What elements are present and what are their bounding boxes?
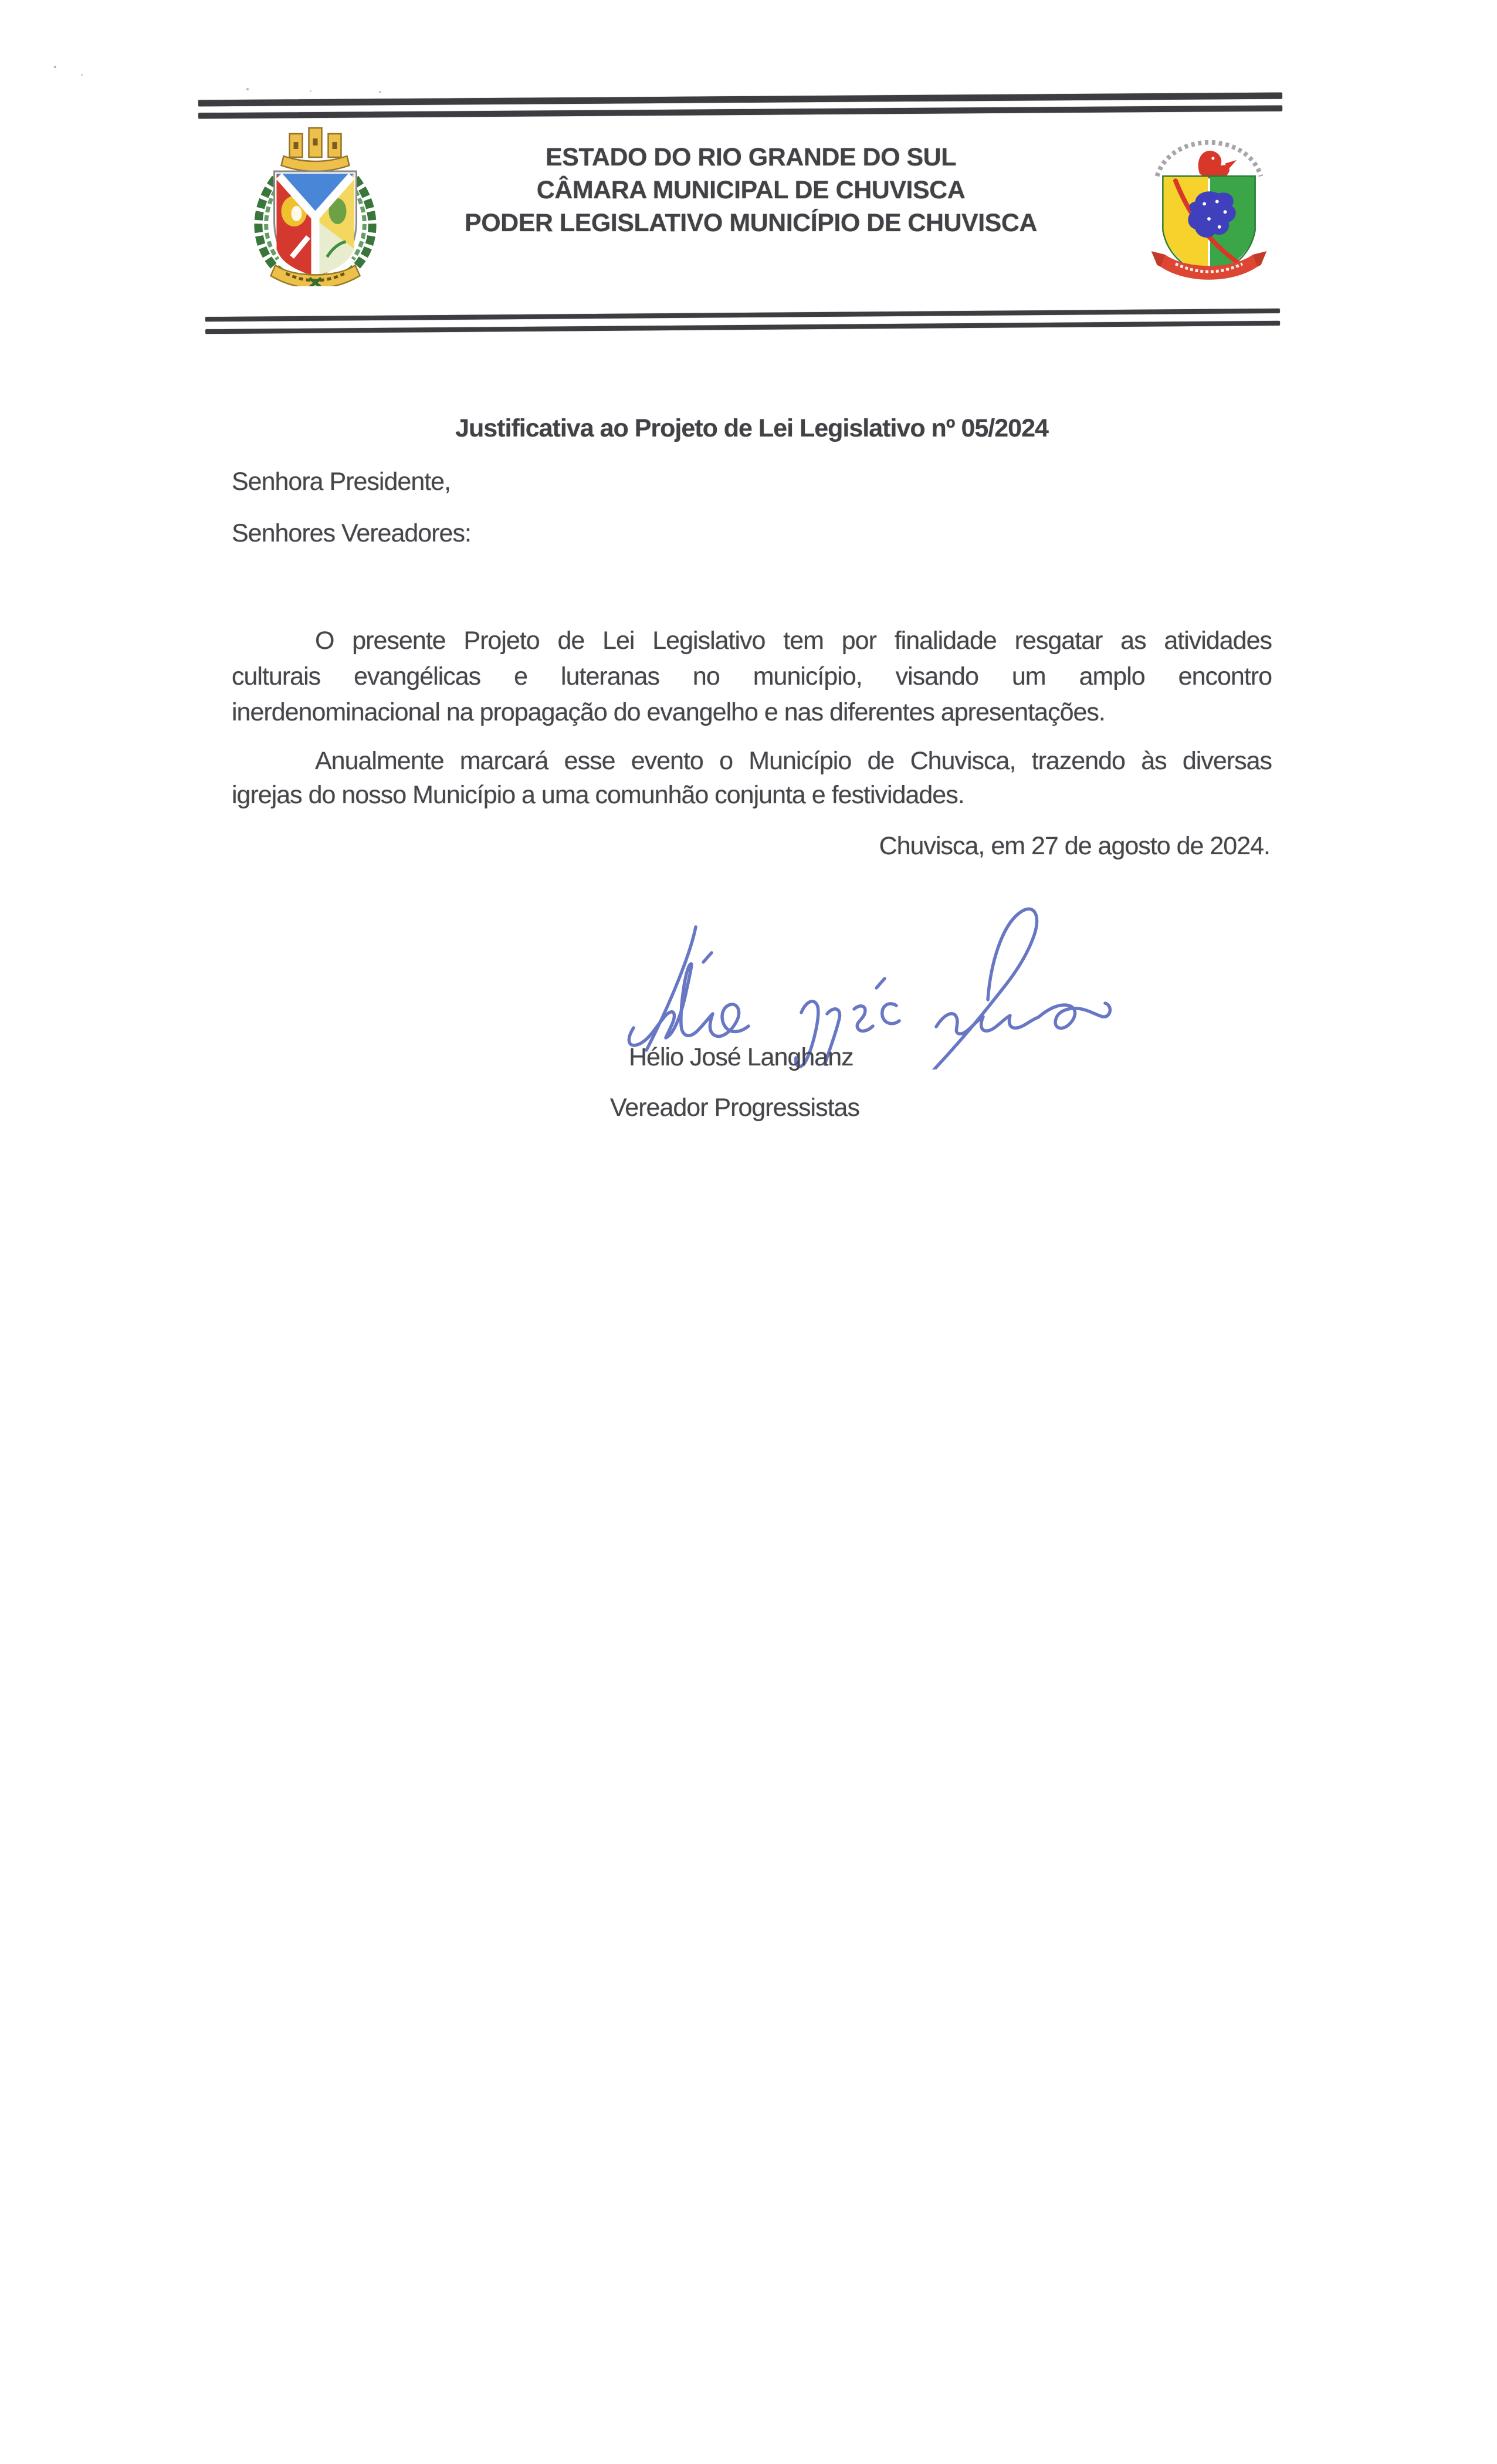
header-org-block (387, 141, 1115, 239)
signer-role: Vereador Progressistas (610, 1094, 859, 1122)
scan-speck (54, 66, 56, 68)
paragraph-line: inerdenominacional na propagação do evangelho e nas diferentes apresentações. (232, 698, 1105, 726)
header-legislative-line: PODER LEGISLATIVO MUNICÍPIO DE CHUVISCA (465, 209, 1037, 237)
legislative-chamber-emblem-icon (1139, 116, 1279, 289)
paragraph-line: igrejas do nosso Município a uma comunhão conjunta e festividades. (232, 781, 964, 809)
header-chamber-line: CÂMARA MUNICIPAL DE CHUVISCA (536, 176, 966, 204)
paragraph-line: O presente Projeto de Lei Legislativo tem por finalidade resgatar as atividades (315, 627, 1272, 655)
paragraph-2 (232, 744, 1272, 812)
header-bottom-rule (205, 309, 1280, 334)
signer-name: Hélio José Langhanz (629, 1043, 854, 1071)
header-top-rule (198, 93, 1282, 119)
salutation-president: Senhora Presidente, (232, 468, 451, 496)
paragraph-line: Anualmente marcará esse evento o Município de Chuvisca, trazendo às diversas (315, 747, 1272, 775)
rule-line (205, 309, 1280, 321)
scan-speck (81, 74, 83, 76)
dateline: Chuvisca, em 27 de agosto de 2024. (879, 832, 1270, 860)
paragraph-line: culturais evangélicas e luteranas no município, visando um amplo encontro (232, 662, 1272, 691)
scan-speck (379, 91, 381, 93)
scan-speck (310, 90, 311, 92)
salutation-councilors: Senhores Vereadores: (232, 519, 471, 547)
document-title: Justificativa ao Projeto de Lei Legislativo nº 05/2024 (455, 414, 1048, 442)
signature-ink-icon (608, 873, 1159, 1069)
paragraph-1 (232, 623, 1272, 730)
municipal-coat-of-arms-icon (243, 122, 387, 286)
header-state-line: ESTADO DO RIO GRANDE DO SUL (545, 143, 956, 171)
rule-line (205, 321, 1280, 334)
rule-line (198, 93, 1282, 107)
scan-speck (246, 88, 249, 90)
rule-line (198, 106, 1282, 119)
